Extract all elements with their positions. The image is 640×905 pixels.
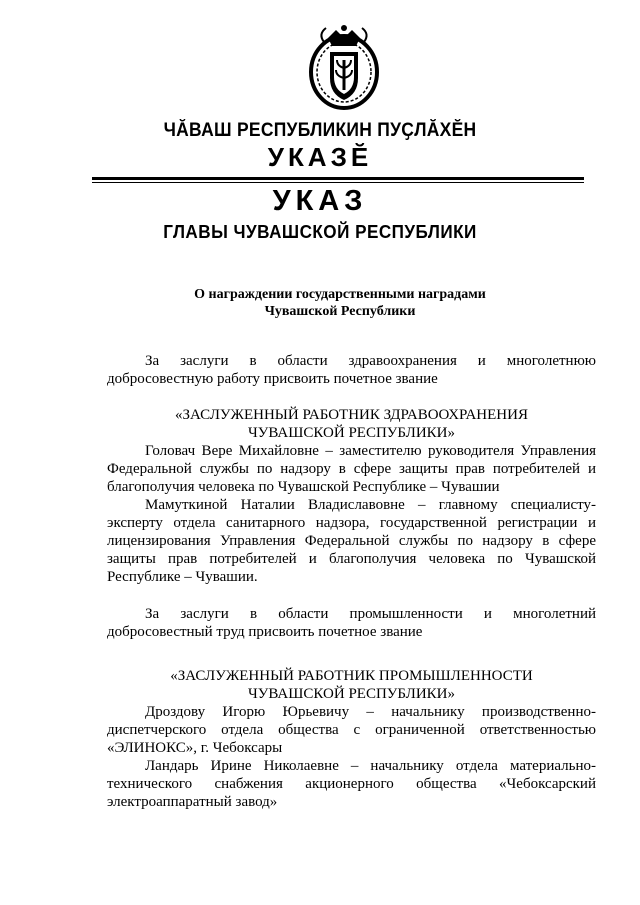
section1-title-line-2: ЧУВАШСКОЙ РЕСПУБЛИКИ» — [248, 425, 455, 441]
chuvash-decree-title: УКАЗӖ — [267, 142, 373, 172]
section2-award-1: Дроздову Игорю Юрьевичу – начальнику производственно-диспетчерского отдела общества с ограниченной ответственностью «ЭЛИНОКС», г. Чебоксары — [107, 704, 596, 756]
section1-title-line-1: «ЗАСЛУЖЕННЫЙ РАБОТНИК ЗДРАВООХРАНЕНИЯ — [175, 407, 528, 423]
header-divider-thin — [92, 182, 584, 183]
coat-of-arms-emblem — [306, 22, 382, 112]
header-divider-thick — [92, 177, 584, 180]
russian-head-line: ГЛАВЫ ЧУВАШСКОЙ РЕСПУБЛИКИ — [163, 222, 477, 242]
section2-title-line-1: «ЗАСЛУЖЕННЫЙ РАБОТНИК ПРОМЫШЛЕННОСТИ — [170, 668, 533, 684]
section1-title — [107, 406, 596, 442]
section2-title-line-2: ЧУВАШСКОЙ РЕСПУБЛИКИ» — [248, 686, 455, 702]
section2-awards — [107, 703, 596, 811]
section2-title — [107, 667, 596, 703]
chuvash-header-line: ЧӐВАШ РЕСПУБЛИКИН ПУҪЛӐХӖН — [163, 120, 477, 141]
subject-line-1: О награждении государственными наградами — [194, 287, 486, 302]
section2-intro-block — [107, 605, 596, 641]
section1-award-1: Головач Вере Михайловне – заместителю руководителя Управления Федеральной службы по надзору в сфере защиты прав потребителей и благополучия человека по Чувашской Республике – Чувашии — [107, 443, 596, 495]
russian-decree-title: УКАЗ — [272, 185, 368, 217]
section1-intro-block — [107, 352, 596, 388]
section2-award-2: Ландарь Ирине Николаевне – начальнику отдела материально-технического снабжения акционерного общества «Чебоксарский электроаппаратный завод» — [107, 758, 596, 810]
section1-award-2: Мамуткиной Наталии Владиславовне – главному специалисту-эксперту отдела санитарного надзора, государственной регистрации и лицензирования Управления Федеральной службы по надзору в сфере защиты прав потребителей и благополучия человека по Чувашской Республике – Чувашии. — [107, 497, 596, 585]
section1-intro: За заслуги в области здравоохранения и многолетнюю добросовестную работу присвоить почетное звание — [107, 353, 596, 387]
section2-intro: За заслуги в области промышленности и многолетний добросовестный труд присвоить почетное звание — [107, 606, 596, 640]
section1-awards — [107, 442, 596, 586]
subject-line-2: Чувашской Республики — [264, 304, 416, 319]
decree-subject — [0, 286, 640, 320]
